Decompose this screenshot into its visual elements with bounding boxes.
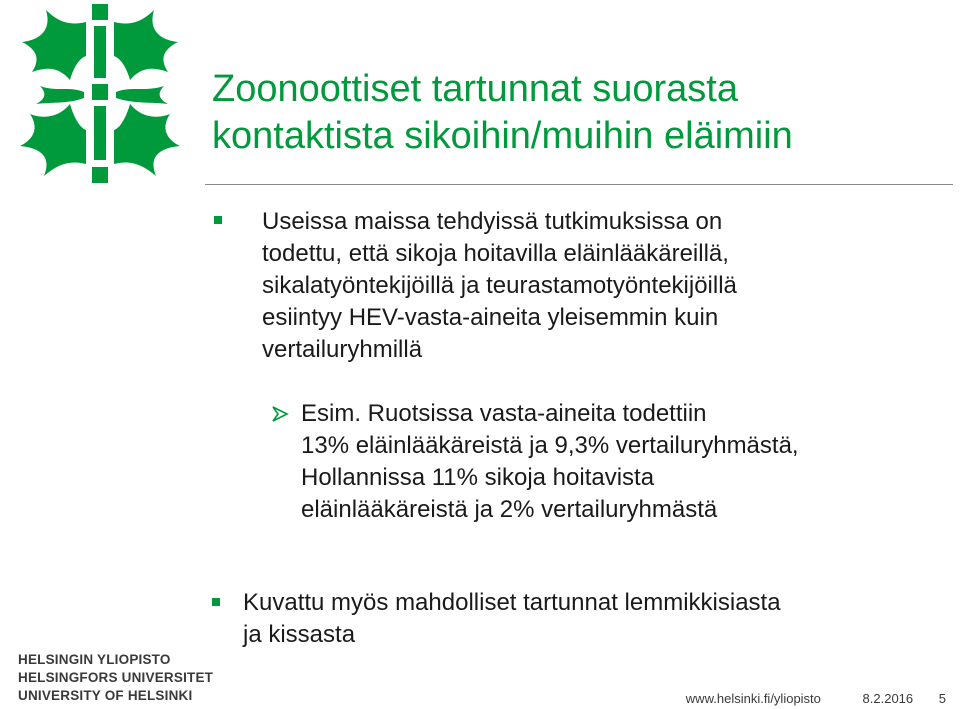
footer-date: 8.2.2016 (862, 691, 914, 706)
university-name-en: UNIVERSITY OF HELSINKI (18, 688, 193, 703)
footer-url: www.helsinki.fi/yliopisto (685, 691, 821, 706)
title-line-2: kontaktista sikoihin/muihin eläimiin (212, 115, 793, 157)
bullet-1-line-4: esiintyy HEV-vasta-aineita yleisemmin kuin (262, 304, 719, 331)
bullet-1-line-3: sikalatyöntekijöillä ja teurastamotyöntekijöillä (262, 272, 737, 299)
sub-bullet-line-1: Esim. Ruotsissa vasta-aineita todettiin (301, 400, 707, 427)
bullet-1-line-2: todettu, että sikoja hoitavilla eläinlääkäreillä, (262, 240, 729, 267)
title-divider (205, 184, 953, 185)
bullet-2 (243, 587, 781, 651)
bullet-2-line-2: ja kissasta (243, 621, 356, 648)
university-name-fi: HELSINGIN YLIOPISTO (18, 652, 171, 667)
sub-bullet-line-3: Hollannissa 11% sikoja hoitavista (301, 464, 655, 491)
sub-bullet-line-2: 13% eläinlääkäreistä ja 9,3% vertailuryhmästä, (301, 432, 799, 459)
sub-bullet-line-4: eläinlääkäreistä ja 2% vertailuryhmästä (301, 496, 718, 523)
square-bullet-icon (212, 598, 220, 606)
university-name-sv: HELSINGFORS UNIVERSITET (18, 670, 214, 685)
title-line-1: Zoonoottiset tartunnat suorasta (212, 68, 738, 110)
slide-footer (686, 691, 946, 706)
page-number: 5 (938, 691, 946, 706)
bullet-2-line-1: Kuvattu myös mahdolliset tartunnat lemmikkisiasta (243, 589, 781, 616)
slide-title (212, 66, 952, 160)
helsinki-flame-logo-icon (0, 0, 205, 195)
bullet-1-line-5: vertailuryhmillä (262, 336, 423, 363)
arrowhead-bullet-icon (270, 404, 290, 424)
university-name (18, 651, 213, 705)
bullet-1-line-1: Useissa maissa tehdyissä tutkimuksissa on (262, 208, 723, 235)
bullet-1 (262, 206, 737, 366)
sub-bullet-1 (301, 398, 799, 526)
square-bullet-icon (214, 216, 222, 224)
